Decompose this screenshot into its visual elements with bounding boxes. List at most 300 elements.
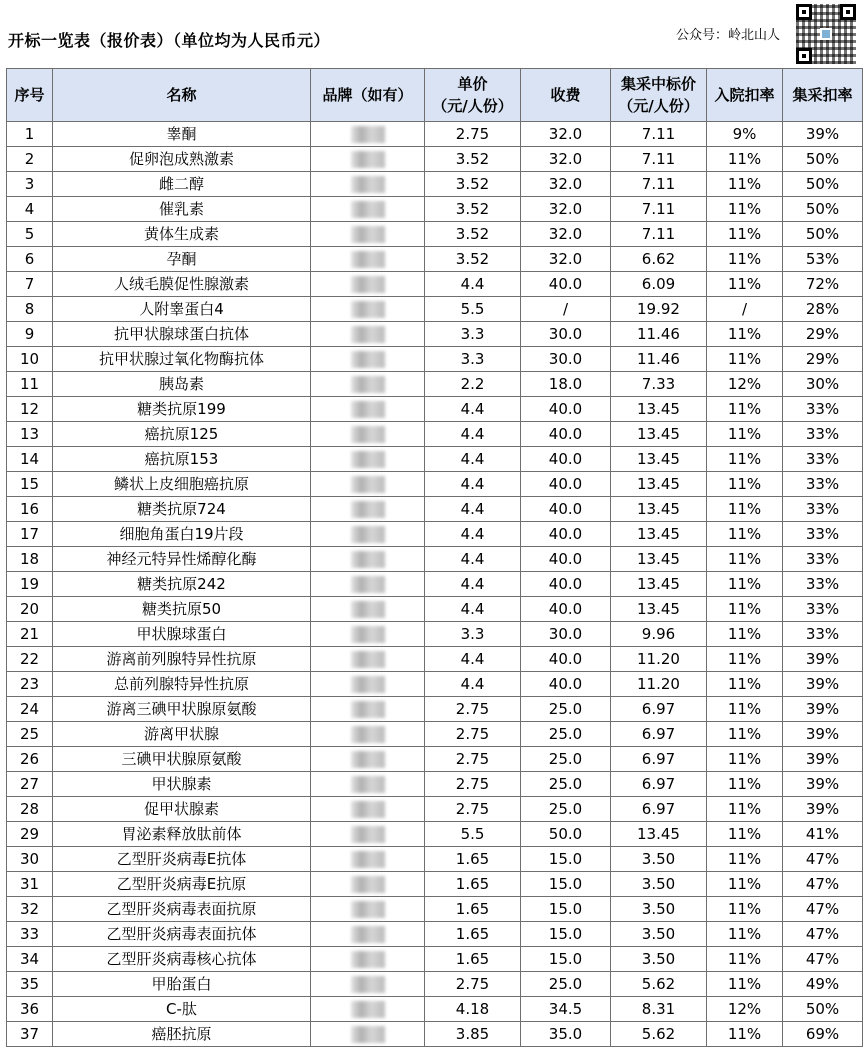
header-vbp-price — [611, 69, 707, 122]
cell-seq: 18 — [7, 547, 53, 572]
redacted-blur-icon — [351, 1001, 385, 1018]
table-body — [7, 122, 863, 1047]
cell-vbp-discount: 49% — [783, 972, 863, 997]
cell-hospital-discount: 11% — [707, 147, 783, 172]
cell-vbp-price: 6.97 — [611, 697, 707, 722]
cell-seq: 13 — [7, 422, 53, 447]
redacted-blur-icon — [351, 426, 385, 443]
cell-fee: 15.0 — [521, 947, 611, 972]
cell-fee: 50.0 — [521, 822, 611, 847]
table-row — [7, 797, 863, 822]
cell-hospital-discount: 12% — [707, 372, 783, 397]
header-seq: 序号 — [7, 69, 53, 122]
cell-name: 糖类抗原50 — [53, 597, 311, 622]
redacted-blur-icon — [351, 501, 385, 518]
cell-seq: 19 — [7, 572, 53, 597]
cell-name: 神经元特异性烯醇化酶 — [53, 547, 311, 572]
redacted-blur-icon — [351, 626, 385, 643]
cell-seq: 25 — [7, 722, 53, 747]
cell-fee: 40.0 — [521, 597, 611, 622]
page-title: 开标一览表（报价表）（单位均为人民币元） — [8, 31, 331, 50]
cell-vbp-discount: 50% — [783, 997, 863, 1022]
cell-hospital-discount: 11% — [707, 597, 783, 622]
cell-vbp-discount: 29% — [783, 322, 863, 347]
cell-seq: 1 — [7, 122, 53, 147]
cell-brand-redacted — [311, 447, 425, 472]
redacted-blur-icon — [351, 901, 385, 918]
cell-fee: 15.0 — [521, 897, 611, 922]
cell-fee: 32.0 — [521, 172, 611, 197]
cell-brand-redacted — [311, 522, 425, 547]
cell-seq: 24 — [7, 697, 53, 722]
cell-hospital-discount: 11% — [707, 472, 783, 497]
cell-vbp-price: 6.09 — [611, 272, 707, 297]
table-row — [7, 372, 863, 397]
redacted-blur-icon — [351, 301, 385, 318]
cell-unit-price: 4.4 — [425, 547, 521, 572]
cell-vbp-discount: 33% — [783, 622, 863, 647]
cell-unit-price: 4.4 — [425, 672, 521, 697]
cell-vbp-discount: 47% — [783, 872, 863, 897]
cell-brand-redacted — [311, 197, 425, 222]
cell-brand-redacted — [311, 847, 425, 872]
table-row — [7, 647, 863, 672]
cell-vbp-price: 7.11 — [611, 122, 707, 147]
header-unit-price-line1: 单价 — [457, 75, 488, 93]
cell-hospital-discount: 11% — [707, 747, 783, 772]
cell-name: 催乳素 — [53, 197, 311, 222]
cell-name: 癌胚抗原 — [53, 1022, 311, 1047]
table-header-row — [7, 69, 863, 122]
table-row — [7, 297, 863, 322]
redacted-blur-icon — [351, 676, 385, 693]
table-row — [7, 222, 863, 247]
qr-finder-icon — [796, 4, 812, 20]
header-name: 名称 — [53, 69, 311, 122]
cell-name: 乙型肝炎病毒表面抗原 — [53, 897, 311, 922]
cell-fee: 34.5 — [521, 997, 611, 1022]
redacted-blur-icon — [351, 776, 385, 793]
table-row — [7, 547, 863, 572]
table-row — [7, 947, 863, 972]
cell-vbp-price: 6.97 — [611, 722, 707, 747]
cell-unit-price: 4.4 — [425, 572, 521, 597]
cell-brand-redacted — [311, 497, 425, 522]
cell-name: 促卵泡成熟激素 — [53, 147, 311, 172]
cell-brand-redacted — [311, 422, 425, 447]
cell-unit-price: 4.4 — [425, 497, 521, 522]
cell-vbp-discount: 33% — [783, 497, 863, 522]
table-row — [7, 772, 863, 797]
cell-name: 细胞角蛋白19片段 — [53, 522, 311, 547]
cell-fee: 30.0 — [521, 322, 611, 347]
cell-brand-redacted — [311, 297, 425, 322]
cell-unit-price: 1.65 — [425, 922, 521, 947]
cell-brand-redacted — [311, 772, 425, 797]
redacted-blur-icon — [351, 826, 385, 843]
cell-hospital-discount: 11% — [707, 922, 783, 947]
table-row — [7, 722, 863, 747]
cell-unit-price: 3.52 — [425, 172, 521, 197]
table-row — [7, 972, 863, 997]
cell-vbp-price: 9.96 — [611, 622, 707, 647]
cell-unit-price: 2.75 — [425, 772, 521, 797]
cell-vbp-discount: 50% — [783, 197, 863, 222]
cell-vbp-price: 11.20 — [611, 647, 707, 672]
redacted-blur-icon — [351, 451, 385, 468]
cell-hospital-discount: 11% — [707, 847, 783, 872]
cell-unit-price: 4.4 — [425, 522, 521, 547]
cell-name: 促甲状腺素 — [53, 797, 311, 822]
cell-vbp-discount: 39% — [783, 797, 863, 822]
cell-fee: 40.0 — [521, 422, 611, 447]
cell-brand-redacted — [311, 947, 425, 972]
cell-brand-redacted — [311, 747, 425, 772]
redacted-blur-icon — [351, 876, 385, 893]
redacted-blur-icon — [351, 951, 385, 968]
table-row — [7, 997, 863, 1022]
cell-seq: 28 — [7, 797, 53, 822]
cell-seq: 12 — [7, 397, 53, 422]
header-vbp-price-line2: （元/人份） — [618, 97, 699, 115]
redacted-blur-icon — [351, 851, 385, 868]
cell-hospital-discount: 11% — [707, 347, 783, 372]
cell-hospital-discount: 11% — [707, 572, 783, 597]
cell-name: 三碘甲状腺原氨酸 — [53, 747, 311, 772]
cell-unit-price: 3.3 — [425, 347, 521, 372]
cell-seq: 14 — [7, 447, 53, 472]
cell-unit-price: 4.4 — [425, 272, 521, 297]
cell-vbp-price: 3.50 — [611, 872, 707, 897]
cell-unit-price: 2.75 — [425, 697, 521, 722]
qr-finder-icon — [840, 4, 856, 20]
cell-unit-price: 4.4 — [425, 472, 521, 497]
cell-unit-price: 3.3 — [425, 322, 521, 347]
cell-brand-redacted — [311, 147, 425, 172]
redacted-blur-icon — [351, 926, 385, 943]
cell-unit-price: 2.2 — [425, 372, 521, 397]
redacted-blur-icon — [351, 551, 385, 568]
cell-vbp-discount: 39% — [783, 697, 863, 722]
cell-name: 睾酮 — [53, 122, 311, 147]
cell-seq: 30 — [7, 847, 53, 872]
table-row — [7, 597, 863, 622]
cell-vbp-discount: 33% — [783, 422, 863, 447]
cell-seq: 11 — [7, 372, 53, 397]
cell-brand-redacted — [311, 172, 425, 197]
cell-vbp-discount: 39% — [783, 772, 863, 797]
cell-brand-redacted — [311, 472, 425, 497]
table-row — [7, 622, 863, 647]
redacted-blur-icon — [351, 251, 385, 268]
cell-unit-price: 2.75 — [425, 747, 521, 772]
cell-hospital-discount: 11% — [707, 672, 783, 697]
cell-unit-price: 5.5 — [425, 822, 521, 847]
cell-vbp-discount: 33% — [783, 547, 863, 572]
cell-name: 人绒毛膜促性腺激素 — [53, 272, 311, 297]
cell-unit-price: 1.65 — [425, 847, 521, 872]
cell-name: 游离甲状腺 — [53, 722, 311, 747]
redacted-blur-icon — [351, 201, 385, 218]
cell-vbp-price: 13.45 — [611, 472, 707, 497]
header-unit-price-line2: （元/人份） — [432, 97, 513, 115]
header-fee: 收费 — [521, 69, 611, 122]
cell-hospital-discount: 9% — [707, 122, 783, 147]
table-row — [7, 247, 863, 272]
table-row — [7, 122, 863, 147]
cell-vbp-price: 7.33 — [611, 372, 707, 397]
header-brand: 品牌（如有） — [311, 69, 425, 122]
cell-hospital-discount: 11% — [707, 897, 783, 922]
cell-seq: 20 — [7, 597, 53, 622]
table-row — [7, 322, 863, 347]
cell-seq: 5 — [7, 222, 53, 247]
cell-vbp-discount: 50% — [783, 222, 863, 247]
cell-fee: 40.0 — [521, 647, 611, 672]
cell-name: 胃泌素释放肽前体 — [53, 822, 311, 847]
table-row — [7, 197, 863, 222]
redacted-blur-icon — [351, 401, 385, 418]
cell-seq: 2 — [7, 147, 53, 172]
cell-brand-redacted — [311, 797, 425, 822]
cell-unit-price: 3.52 — [425, 247, 521, 272]
table-row — [7, 272, 863, 297]
cell-seq: 7 — [7, 272, 53, 297]
cell-hospital-discount: 11% — [707, 172, 783, 197]
cell-unit-price: 2.75 — [425, 797, 521, 822]
cell-name: 胰岛素 — [53, 372, 311, 397]
cell-vbp-price: 13.45 — [611, 422, 707, 447]
cell-brand-redacted — [311, 347, 425, 372]
cell-unit-price: 4.4 — [425, 397, 521, 422]
cell-seq: 3 — [7, 172, 53, 197]
table-row — [7, 347, 863, 372]
cell-fee: 40.0 — [521, 472, 611, 497]
table-row — [7, 572, 863, 597]
cell-name: 黄体生成素 — [53, 222, 311, 247]
cell-vbp-discount: 39% — [783, 647, 863, 672]
cell-vbp-price: 7.11 — [611, 147, 707, 172]
cell-unit-price: 2.75 — [425, 122, 521, 147]
cell-fee: 32.0 — [521, 197, 611, 222]
cell-seq: 37 — [7, 1022, 53, 1047]
cell-hospital-discount: 11% — [707, 697, 783, 722]
table-row — [7, 1022, 863, 1047]
table-row — [7, 747, 863, 772]
cell-name: 游离前列腺特异性抗原 — [53, 647, 311, 672]
table-row — [7, 472, 863, 497]
cell-vbp-discount: 28% — [783, 297, 863, 322]
table-row — [7, 847, 863, 872]
header-hospital-discount: 入院扣率 — [707, 69, 783, 122]
cell-fee: 40.0 — [521, 522, 611, 547]
cell-vbp-price: 13.45 — [611, 822, 707, 847]
cell-name: 甲状腺素 — [53, 772, 311, 797]
redacted-blur-icon — [351, 1026, 385, 1043]
cell-hospital-discount: 11% — [707, 247, 783, 272]
table-row — [7, 422, 863, 447]
cell-vbp-price: 11.20 — [611, 672, 707, 697]
cell-fee: 25.0 — [521, 772, 611, 797]
cell-seq: 9 — [7, 322, 53, 347]
cell-vbp-price: 11.46 — [611, 347, 707, 372]
cell-name: 游离三碘甲状腺原氨酸 — [53, 697, 311, 722]
cell-hospital-discount: 11% — [707, 447, 783, 472]
cell-hospital-discount: 11% — [707, 622, 783, 647]
table-row — [7, 822, 863, 847]
cell-vbp-price: 7.11 — [611, 197, 707, 222]
account-label: 公众号：岭北山人 — [676, 28, 781, 43]
cell-vbp-discount: 33% — [783, 572, 863, 597]
cell-brand-redacted — [311, 997, 425, 1022]
cell-name: 糖类抗原724 — [53, 497, 311, 522]
qr-code-image — [796, 4, 856, 64]
cell-vbp-discount: 47% — [783, 922, 863, 947]
cell-vbp-discount: 33% — [783, 397, 863, 422]
cell-seq: 32 — [7, 897, 53, 922]
cell-unit-price: 4.4 — [425, 597, 521, 622]
cell-fee: 40.0 — [521, 547, 611, 572]
cell-fee: 40.0 — [521, 447, 611, 472]
cell-seq: 34 — [7, 947, 53, 972]
cell-name: 抗甲状腺球蛋白抗体 — [53, 322, 311, 347]
cell-brand-redacted — [311, 1022, 425, 1047]
cell-name: 甲胎蛋白 — [53, 972, 311, 997]
table-row — [7, 147, 863, 172]
redacted-blur-icon — [351, 151, 385, 168]
cell-vbp-discount: 39% — [783, 122, 863, 147]
cell-name: 乙型肝炎病毒E抗原 — [53, 872, 311, 897]
cell-vbp-discount: 69% — [783, 1022, 863, 1047]
cell-seq: 15 — [7, 472, 53, 497]
cell-vbp-price: 8.31 — [611, 997, 707, 1022]
cell-vbp-price: 13.45 — [611, 597, 707, 622]
cell-seq: 10 — [7, 347, 53, 372]
table-row — [7, 172, 863, 197]
cell-fee: 32.0 — [521, 222, 611, 247]
cell-vbp-discount: 47% — [783, 847, 863, 872]
redacted-blur-icon — [351, 276, 385, 293]
cell-fee: 25.0 — [521, 722, 611, 747]
cell-seq: 35 — [7, 972, 53, 997]
cell-unit-price: 3.52 — [425, 222, 521, 247]
redacted-blur-icon — [351, 526, 385, 543]
cell-vbp-price: 7.11 — [611, 222, 707, 247]
redacted-blur-icon — [351, 176, 385, 193]
cell-vbp-discount: 50% — [783, 172, 863, 197]
cell-hospital-discount: 11% — [707, 872, 783, 897]
cell-seq: 16 — [7, 497, 53, 522]
cell-hospital-discount: 11% — [707, 947, 783, 972]
cell-seq: 27 — [7, 772, 53, 797]
cell-unit-price: 1.65 — [425, 947, 521, 972]
cell-brand-redacted — [311, 222, 425, 247]
cell-vbp-price: 13.45 — [611, 547, 707, 572]
header-unit-price — [425, 69, 521, 122]
cell-unit-price: 4.4 — [425, 422, 521, 447]
cell-name: 人附睾蛋白4 — [53, 297, 311, 322]
cell-fee: 25.0 — [521, 747, 611, 772]
cell-vbp-price: 3.50 — [611, 847, 707, 872]
cell-vbp-price: 19.92 — [611, 297, 707, 322]
redacted-blur-icon — [351, 326, 385, 343]
redacted-blur-icon — [351, 476, 385, 493]
cell-hospital-discount: 12% — [707, 997, 783, 1022]
cell-name: 雌二醇 — [53, 172, 311, 197]
cell-name: 乙型肝炎病毒表面抗体 — [53, 922, 311, 947]
cell-vbp-price: 13.45 — [611, 522, 707, 547]
redacted-blur-icon — [351, 701, 385, 718]
cell-vbp-price: 3.50 — [611, 922, 707, 947]
cell-name: 甲状腺球蛋白 — [53, 622, 311, 647]
cell-brand-redacted — [311, 897, 425, 922]
cell-fee: 15.0 — [521, 922, 611, 947]
header-vbp-price-line1: 集采中标价 — [620, 75, 696, 93]
cell-brand-redacted — [311, 622, 425, 647]
cell-vbp-discount: 72% — [783, 272, 863, 297]
cell-vbp-price: 13.45 — [611, 397, 707, 422]
cell-brand-redacted — [311, 572, 425, 597]
cell-brand-redacted — [311, 922, 425, 947]
cell-vbp-discount: 41% — [783, 822, 863, 847]
cell-fee: 15.0 — [521, 847, 611, 872]
cell-hospital-discount: 11% — [707, 497, 783, 522]
cell-fee: 32.0 — [521, 147, 611, 172]
cell-unit-price: 3.52 — [425, 147, 521, 172]
cell-hospital-discount: 11% — [707, 222, 783, 247]
header-vbp-discount: 集采扣率 — [783, 69, 863, 122]
cell-vbp-discount: 33% — [783, 447, 863, 472]
cell-vbp-price: 13.45 — [611, 447, 707, 472]
cell-name: C-肽 — [53, 997, 311, 1022]
cell-name: 癌抗原153 — [53, 447, 311, 472]
bid-price-table — [6, 68, 863, 1047]
cell-brand-redacted — [311, 872, 425, 897]
cell-hospital-discount: 11% — [707, 522, 783, 547]
redacted-blur-icon — [351, 576, 385, 593]
cell-brand-redacted — [311, 122, 425, 147]
cell-vbp-price: 11.46 — [611, 322, 707, 347]
table-row — [7, 872, 863, 897]
cell-hospital-discount: 11% — [707, 722, 783, 747]
cell-vbp-discount: 29% — [783, 347, 863, 372]
cell-vbp-discount: 39% — [783, 672, 863, 697]
cell-brand-redacted — [311, 597, 425, 622]
cell-hospital-discount: 11% — [707, 1022, 783, 1047]
cell-brand-redacted — [311, 722, 425, 747]
cell-hospital-discount: / — [707, 297, 783, 322]
qr-finder-icon — [796, 48, 812, 64]
cell-vbp-discount: 47% — [783, 897, 863, 922]
cell-unit-price: 2.75 — [425, 972, 521, 997]
cell-vbp-discount: 30% — [783, 372, 863, 397]
cell-vbp-price: 13.45 — [611, 572, 707, 597]
cell-vbp-discount: 50% — [783, 147, 863, 172]
redacted-blur-icon — [351, 226, 385, 243]
cell-unit-price: 2.75 — [425, 722, 521, 747]
cell-unit-price: 4.4 — [425, 647, 521, 672]
cell-name: 抗甲状腺过氧化物酶抗体 — [53, 347, 311, 372]
cell-hospital-discount: 11% — [707, 647, 783, 672]
cell-seq: 36 — [7, 997, 53, 1022]
cell-vbp-price: 6.97 — [611, 747, 707, 772]
cell-seq: 6 — [7, 247, 53, 272]
cell-fee: 35.0 — [521, 1022, 611, 1047]
cell-name: 乙型肝炎病毒核心抗体 — [53, 947, 311, 972]
cell-unit-price: 5.5 — [425, 297, 521, 322]
cell-vbp-price: 13.45 — [611, 497, 707, 522]
table-row — [7, 397, 863, 422]
